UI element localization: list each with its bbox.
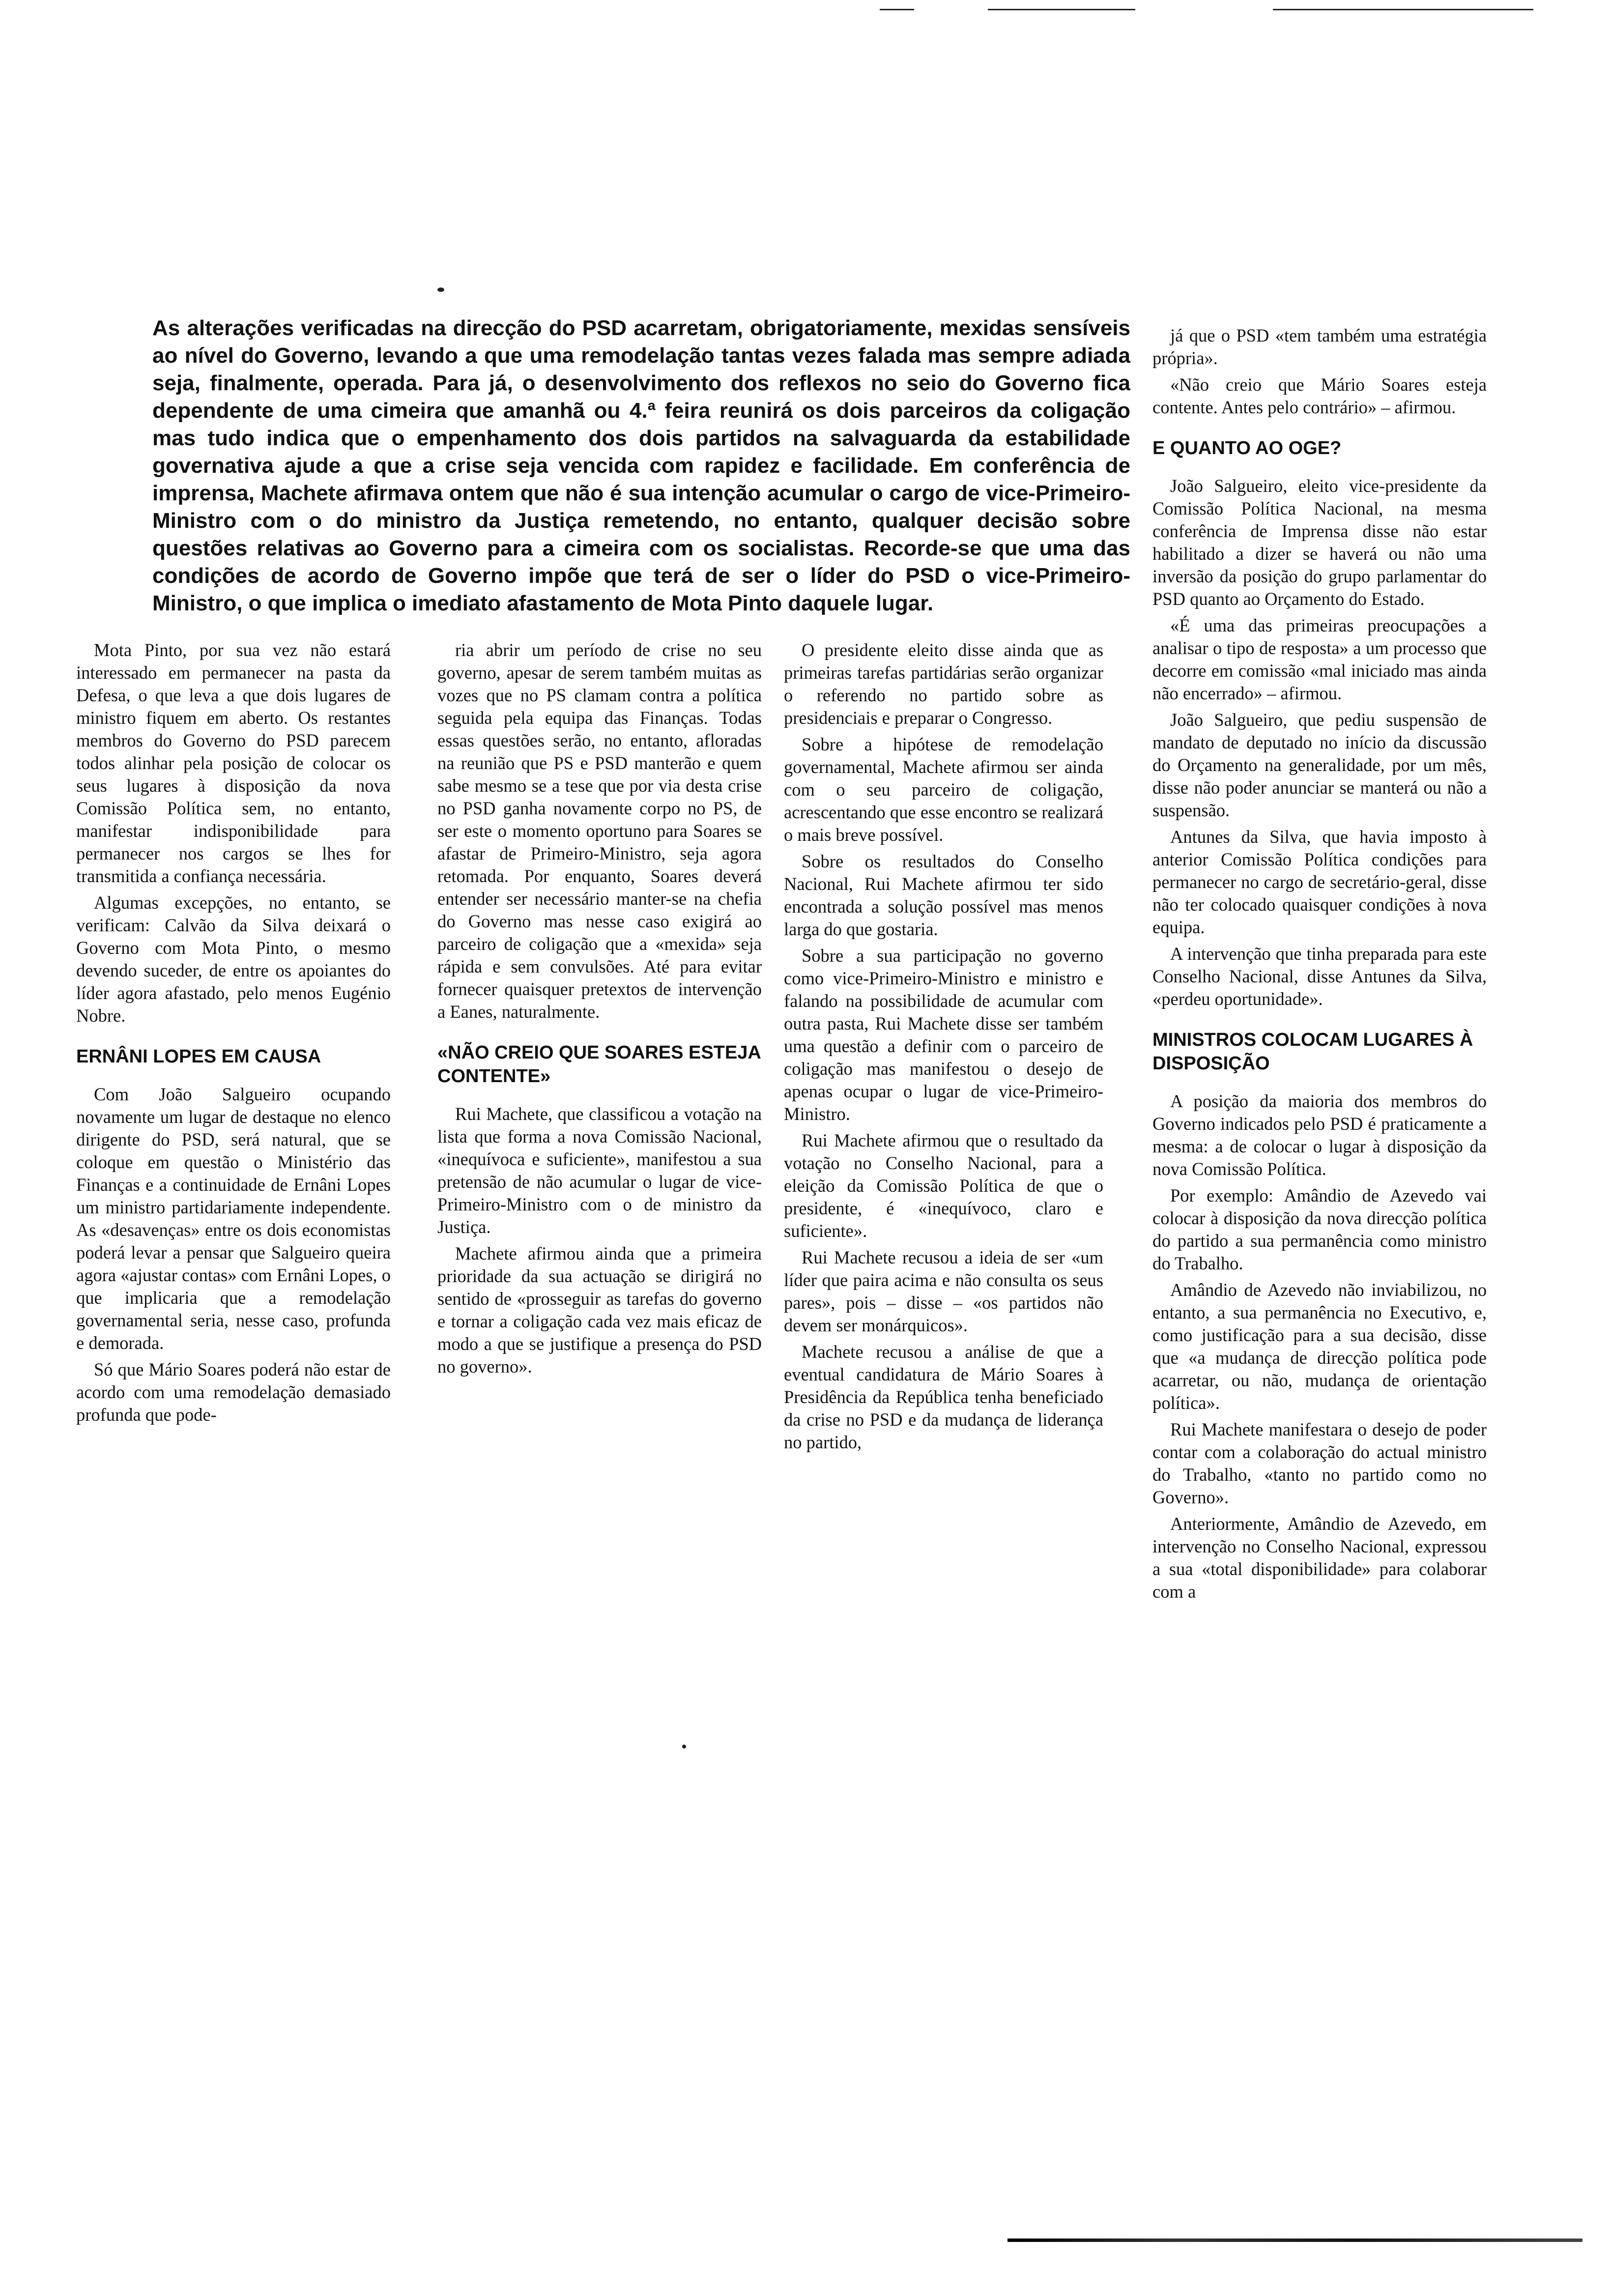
paragraph: Rui Machete, que classificou a votação na lista que forma a nova Comissão Nacional, «inequívoca e suficiente», manifestou a sua pretensão de não acumular o lugar de vice-Primeiro-Ministro com o de ministro da Justiça. [437, 1104, 762, 1237]
paragraph: já que o PSD «tem também uma estratégia própria». [1152, 325, 1487, 368]
print-speck [437, 287, 444, 292]
paragraph: «É uma das primeiras preocupações a analisar o tipo de resposta» a um processo que decorre em comissão «mal iniciado mas ainda não encerrado» – afirmou. [1152, 615, 1487, 703]
article-lead: As alterações verificadas na direcção do PSD acarretam, obrigatoriamente, mexidas sensíveis ao nível do Governo, levando a que uma remodelação tantas vezes falada mas sempre adiada seja, finalmente, operada. Para já, o desenvolvimento dos reflexos no seio do Governo fica dependente de uma cimeira que amanhã ou 4.ª feira reunirá os dois parceiros da coligação mas tudo indica que o empenhamento dos dois partidos na salvaguarda da estabilidade governativa ajude a que a crise seja vencida com rapidez e facilidade. Em conferência de imprensa, Machete afirmava ontem que não é sua intenção acumular o cargo de vice-Primeiro-Ministro com o do ministro da Justiça remetendo, no entanto, qualquer decisão sobre questões relativas ao Governo para a cimeira com os socialistas. Recorde-se que uma das condições de acordo de Governo impõe que terá de ser o líder do PSD o vice-Primeiro-Ministro, o que implica o imediato afastamento de Mota Pinto daquele lugar. [152, 316, 1130, 615]
column-3 [784, 639, 1103, 1458]
section-heading: MINISTROS COLOCAM LUGARES À DISPOSIÇÃO [1152, 1030, 1473, 1074]
paragraph: Sobre a sua participação no governo como vice-Primeiro-Ministro e ministro e falando na possibilidade de acumular com outra pasta, Rui Machete disse ser também uma questão a definir com o parceiro de coligação mas manifestou o desejo de apenas ocupar o lugar de vice-Primeiro-Ministro. [784, 946, 1103, 1124]
paragraph: Sobre a hipótese de remodelação governamental, Machete afirmou ser ainda com o seu parceiro de coligação, acrescentando que esse encontro se realizará o mais breve possível. [784, 734, 1103, 845]
paragraph: Amândio de Azevedo não inviabilizou, no entanto, a sua permanência no Executivo, e, como justificação para a sua decisão, disse que «a mudança de direcção política pode acarretar, ou não, mudança de orientação política». [1152, 1280, 1487, 1413]
paragraph: Com João Salgueiro ocupando novamente um lugar de destaque no elenco dirigente do PSD, será natural, que se coloque em questão o Ministério das Finanças e a continuidade de Ernâni Lopes um ministro partidariamente independente. As «desavenças» entre os dois economistas poderá levar a pensar que Salgueiro queira agora «ajustar contas» com Ernâni Lopes, o que implicaria que a remodelação governamental seria, nesse caso, profunda e demorada. [76, 1084, 391, 1353]
section-heading: E QUANTO AO OGE? [1152, 438, 1342, 459]
bottom-rule [1008, 2239, 1583, 2242]
paragraph: Machete recusou a análise de que a eventual candidatura de Mário Soares à Presidência da República tenha beneficiado da crise no PSD e da mudança de liderança no partido, [784, 1342, 1103, 1452]
paragraph: Rui Machete manifestara o desejo de poder contar com a colaboração do actual ministro do Trabalho, «tanto no partido como no Governo». [1152, 1419, 1487, 1507]
paragraph: Algumas excepções, no entanto, se verificam: Calvão da Silva deixará o Governo com Mota Pinto, o mesmo devendo suceder, de entre os apoiantes do líder agora afastado, pelo menos Eugénio Nobre. [76, 892, 391, 1026]
paragraph: Anteriormente, Amândio de Azevedo, em intervenção no Conselho Nacional, expressou a sua «total disponibilidade» para colaborar com a [1152, 1514, 1487, 1602]
paragraph: Machete afirmou ainda que a primeira prioridade da sua actuação se dirigirá no sentido de «prosseguir as tarefas do governo e tornar a coligação cada vez mais eficaz de modo a que se justifique a presença do PSD no governo». [437, 1243, 762, 1377]
paragraph: Só que Mário Soares poderá não estar de acordo com uma remodelação demasiado profunda que pode- [76, 1359, 391, 1425]
section-heading: «NÃO CREIO QUE SOARES ESTEJA CONTENTE» [437, 1042, 761, 1087]
section-heading: ERNÂNI LOPES EM CAUSA [76, 1046, 321, 1067]
paragraph: João Salgueiro, que pediu suspensão de mandato de deputado no início da discussão do Orçamento na generalidade, por um mês, disse não poder anunciar se manterá ou não a suspensão. [1152, 710, 1487, 820]
paragraph: Antunes da Silva, que havia imposto à anterior Comissão Política condições para permanecer no cargo de secretário-geral, disse não ter colocado quaisquer condições à nova equipa. [1152, 827, 1487, 937]
paragraph: Por exemplo: Amândio de Azevedo vai colocar à disposição da nova direcção política do partido a sua permanência como ministro do Trabalho. [1152, 1185, 1487, 1273]
top-rule-mark [1273, 9, 1533, 10]
print-speck [682, 1745, 686, 1749]
column-2 [437, 639, 762, 1382]
column-1 [76, 639, 391, 1430]
paragraph: «Não creio que Mário Soares esteja contente. Antes pelo contrário» – afirmou. [1152, 374, 1487, 417]
paragraph: João Salgueiro, eleito vice-presidente da Comissão Política Nacional, na mesma conferência de Imprensa disse não estar habilitado a dizer se haverá ou não uma inversão da posição do grupo parlamentar do PSD quanto ao Orçamento do Estado. [1152, 476, 1487, 609]
paragraph: A posição da maioria dos membros do Governo indicados pelo PSD é praticamente a mesma: a de colocar o lugar à disposição da nova Comissão Política. [1152, 1091, 1487, 1179]
top-rule-mark [988, 9, 1135, 10]
paragraph: Sobre os resultados do Conselho Nacional, Rui Machete afirmou ter sido encontrada a solução possível mas menos larga do que gostaria. [784, 851, 1103, 939]
paragraph: A intervenção que tinha preparada para este Conselho Nacional, disse Antunes da Silva, «perdeu oportunidade». [1152, 944, 1487, 1009]
paragraph: Rui Machete recusou a ideia de ser «um líder que paira acima e não consulta os seus pares», pois – disse – «os partidos não devem ser monárquicos». [784, 1247, 1103, 1335]
column-4 [1152, 324, 1487, 1607]
top-rule-mark [880, 9, 914, 10]
paragraph: O presidente eleito disse ainda que as primeiras tarefas partidárias serão organizar o referendo no partido sobre as presidenciais e preparar o Congresso. [784, 640, 1103, 728]
paragraph: ria abrir um período de crise no seu governo, apesar de serem também muitas as vozes que no PS clamam contra a política seguida pela equipa das Finanças. Todas essas questões serão, no entanto, afloradas na reunião que PS e PSD manterão e quem sabe mesmo se a tese que por via desta crise no PSD ganha novamente corpo no PS, de ser este o momento oportuno para Soares se afastar de Primeiro-Ministro, seja agora retomada. Por enquanto, Soares deverá entender ser necessário manter-se na chefia do Governo mas nesse caso exigirá ao parceiro de coligação que a «mexida» seja rápida e sem convulsões. Até para evitar fornecer quaisquer pretextos de intervenção a Eanes, naturalmente. [437, 640, 762, 1022]
paragraph: Mota Pinto, por sua vez não estará interessado em permanecer na pasta da Defesa, o que leva a que dois lugares de ministro fiquem em aberto. Os restantes membros do Governo do PSD parecem todos alinhar pela posição de colocar os seus lugares à disposição da nova Comissão Política sem, no entanto, manifestar indisponibilidade para permanecer nos cargos se lhes for transmitida a confiança necessária. [76, 640, 391, 886]
paragraph: Rui Machete afirmou que o resultado da votação no Conselho Nacional, para a eleição da Comissão Política de que o presidente, é «inequívoco, claro e suficiente». [784, 1130, 1103, 1241]
